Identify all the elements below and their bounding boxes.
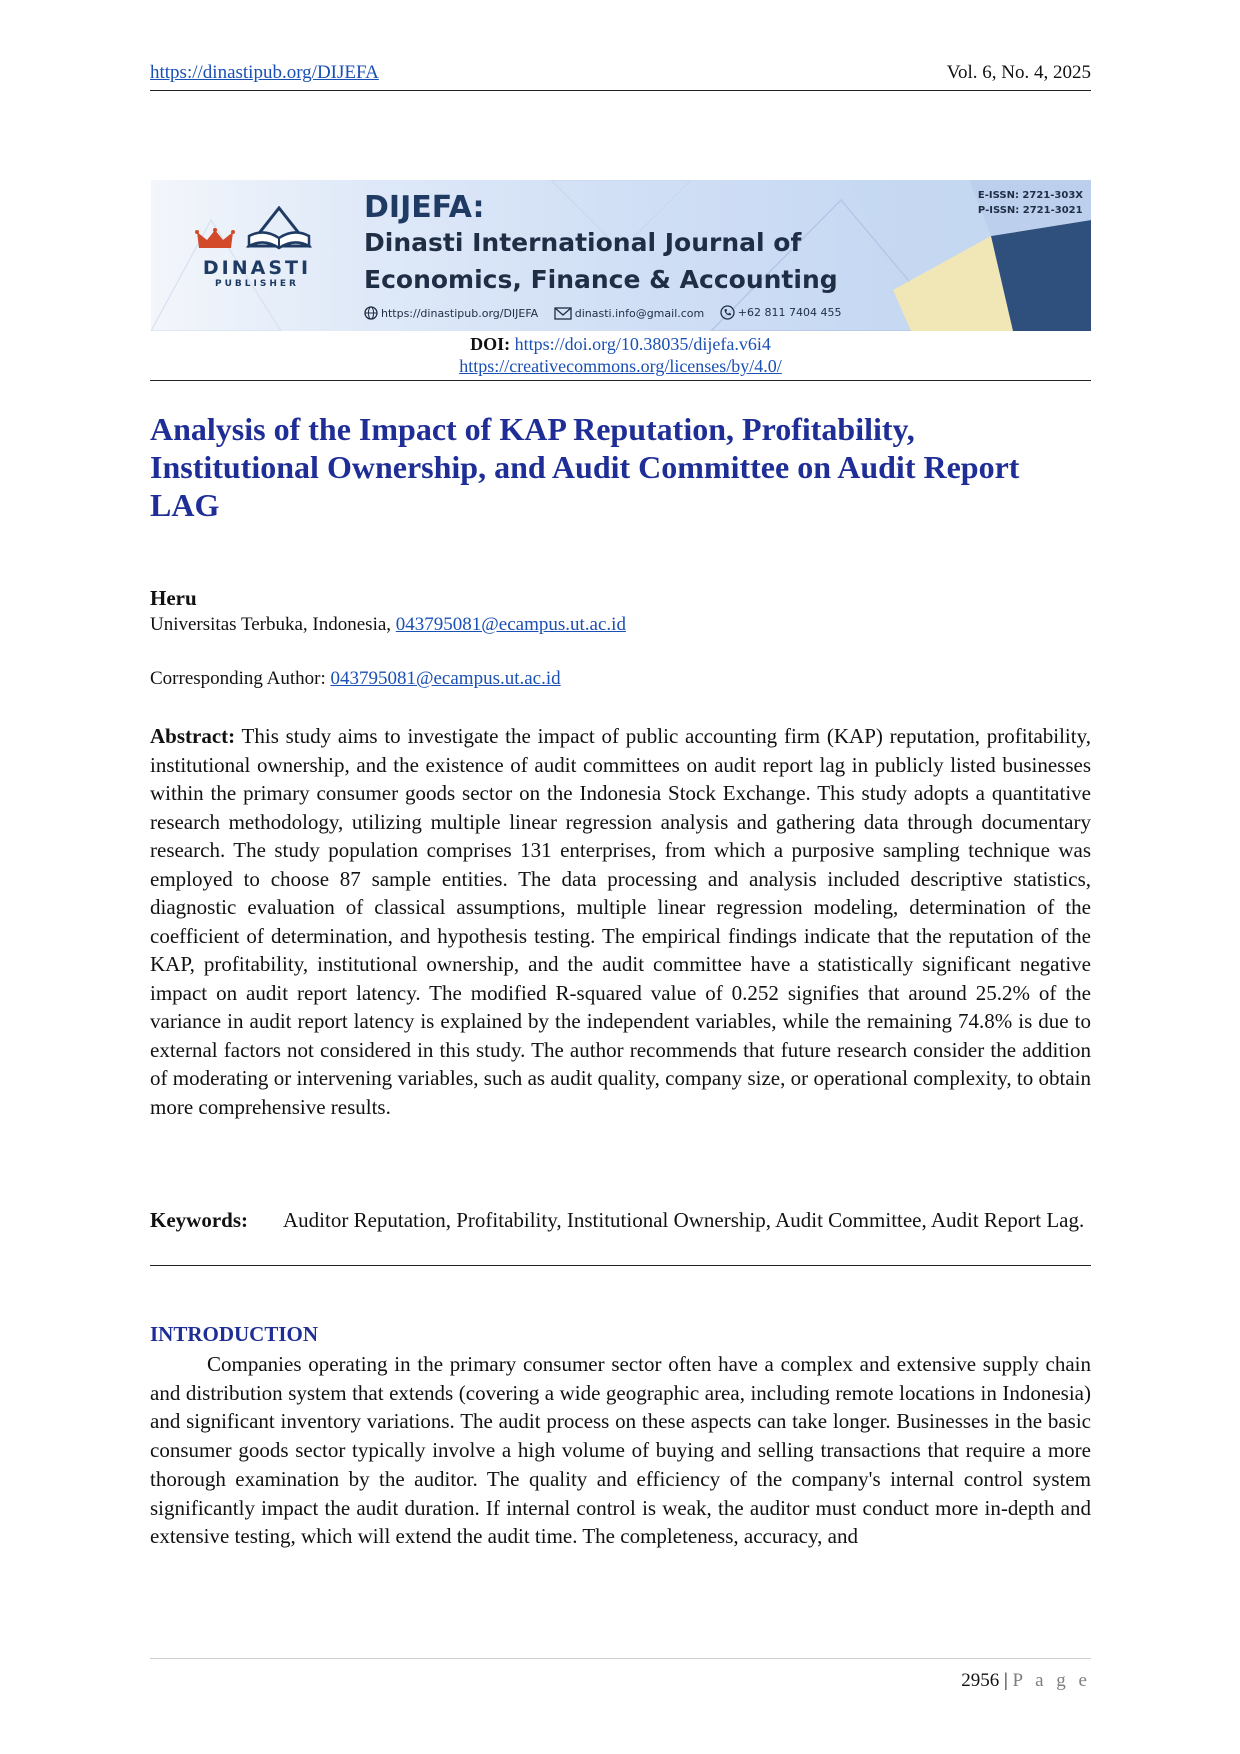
doi-block — [150, 333, 1091, 377]
journal-url-link[interactable]: https://dinastipub.org/DIJEFA — [150, 62, 379, 83]
article-title: Analysis of the Impact of KAP Reputation, Profitability, Institutional Ownership, and Audit Committee on Audit Report LAG — [150, 411, 1020, 523]
author-name: Heru — [150, 586, 197, 610]
section-heading-introduction: INTRODUCTION — [150, 1322, 319, 1346]
corresponding-email-link[interactable]: 043795081@ecampus.ut.ac.id — [330, 668, 561, 689]
footer-separator: | — [999, 1670, 1013, 1691]
abstract-text: This study aims to investigate the impact of public accounting firm (KAP) reputation, profitability, institutional ownership, and the existence of audit committees on audit report lag in publicly listed businesses within the primary consumer goods sector on the Indonesia Stock Exchange. This study adopts a quantitative research methodology, utilizing multiple linear regression analysis and gathering data through documentary research. The study population comprises 131 enterprises, from which a purposive sampling technique was employed to choose 87 sample entities. The data processing and analysis included descriptive statistics, diagnostic evaluation of classical assumptions, multiple linear regression modeling, determination of the coefficient of determination, and hypothesis testing. The empirical findings indicate that the reputation of the KAP, profitability, institutional ownership, and the audit committee have a statistically significant negative impact on audit report latency. The modified R-squared value of 0.252 signifies that around 25.2% of the variance in audit report latency is explained by the independent variables, while the remaining 74.8% is due to external factors not considered in this study. The author recommends that future research consider the addition of moderating or intervening variables, such as audit quality, company size, or operational complexity, to obtain more comprehensive results. — [150, 724, 1091, 1119]
publisher-name: DINASTI — [202, 257, 312, 279]
keywords-divider — [150, 1265, 1091, 1266]
author-affiliation — [150, 614, 626, 636]
globe-icon — [364, 306, 378, 320]
header-divider — [150, 380, 1091, 381]
license-link[interactable]: https://creativecommons.org/licenses/by/4.0/ — [459, 356, 782, 376]
issn-block — [978, 188, 1083, 218]
affiliation-text: Universitas Terbuka, Indonesia, — [150, 614, 396, 635]
page-footer — [961, 1670, 1091, 1692]
banner-website-text: https://dinastipub.org/DIJEFA — [381, 306, 539, 320]
keywords-text: Auditor Reputation, Profitability, Institutional Ownership, Audit Committee, Audit Report Lag. — [283, 1208, 1085, 1232]
banner-website — [364, 306, 538, 320]
page-number: 2956 — [961, 1670, 1000, 1691]
page-label: P a g e — [1012, 1670, 1091, 1691]
pissn: P-ISSN: 2721-3021 — [977, 205, 1083, 216]
banner-contacts — [364, 305, 853, 323]
book-icon — [239, 206, 319, 250]
eissn: E-ISSN: 2721-303X — [977, 190, 1083, 201]
running-header — [150, 60, 1091, 91]
journal-banner — [151, 180, 1091, 331]
crown-icon — [195, 228, 235, 250]
introduction-paragraph: Companies operating in the primary consumer sector often have a complex and extensive supply chain and distribution system that extends (covering a wide geographic area, including remote locations in Indonesia) and significant inventory variations. The audit process on these aspects can take longer. Businesses in the basic consumer goods sector typically involve a high volume of buying and selling transactions that require a more thorough examination by the auditor. The quality and efficiency of the company's internal control system significantly impact the audit duration. If internal control is weak, the auditor must conduct more in-depth and extensive testing, which will extend the audit time. The completeness, accuracy, and — [150, 1352, 1091, 1549]
banner-phone — [720, 305, 842, 320]
abstract — [150, 722, 1091, 1121]
banner-email-text: dinasti.info@gmail.com — [574, 307, 705, 320]
publisher-subtitle: PUBLISHER — [215, 279, 299, 289]
mail-icon — [554, 307, 572, 320]
journal-acronym: DIJEFA: — [364, 190, 485, 225]
author-email-link[interactable]: 043795081@ecampus.ut.ac.id — [395, 614, 626, 635]
phone-icon — [720, 305, 735, 320]
footer-divider — [150, 1658, 1091, 1659]
keywords-label: Keywords: — [150, 1208, 248, 1232]
banner-email — [554, 307, 705, 320]
doi-label: DOI: — [470, 334, 511, 354]
banner-phone-text: +62 811 7404 455 — [737, 306, 842, 319]
publisher-logo — [187, 206, 327, 289]
abstract-label: Abstract: — [150, 724, 236, 748]
doi-link[interactable]: https://doi.org/10.38035/dijefa.v6i4 — [514, 334, 771, 354]
corresponding-author — [150, 668, 561, 690]
journal-title-line2: Economics, Finance & Accounting — [364, 265, 838, 294]
volume-info: Vol. 6, No. 4, 2025 — [946, 62, 1091, 83]
journal-title-line1: Dinasti International Journal of — [364, 228, 802, 257]
corresponding-label: Corresponding Author: — [150, 668, 331, 689]
